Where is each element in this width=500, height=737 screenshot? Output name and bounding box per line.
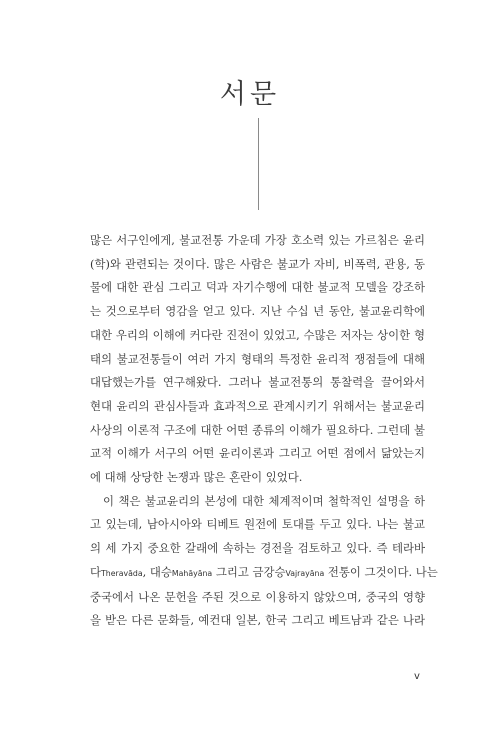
paragraph-2-line-3: 의 세 가지 중요한 갈래에 속하는 경전을 검토하고 있다. 즉 테라바 [90, 541, 425, 556]
vajrayana-term: Vajrayāna [285, 568, 325, 578]
body-text [90, 229, 438, 633]
paragraph-1-line-4: 는 것으로부터 영감을 얻고 있다. 지난 수십 년 동안, 불교윤리학에 [90, 304, 425, 319]
paragraph-2-line-2: 고 있는데, 남아시아와 티베트 원전에 토대를 두고 있다. 나는 불교 [90, 517, 425, 532]
line-4-text-2: , 대승 [142, 564, 172, 579]
line-4-text-4: 전통이 그것이다. 나는 [324, 564, 438, 579]
paragraph-1-line-3: 물에 대한 관심 그리고 덕과 자기수행에 대한 불교적 모델을 강조하 [90, 280, 425, 295]
paragraph-1-line-2: (학)와 관련되는 것이다. 많은 사람은 불교가 자비, 비폭력, 관용, 동 [90, 256, 425, 271]
theravada-term: Theravāda [101, 568, 143, 578]
paragraph-1-line-8: 현대 윤리의 관심사들과 효과적으로 관계시키기 위해서는 불교윤리 [90, 398, 425, 413]
paragraph-1-line-6: 태의 불교전통들이 여러 가지 형태의 특정한 윤리적 쟁점들에 대해 [90, 351, 425, 366]
paragraph-2-line-4 [90, 561, 438, 586]
paragraph-1-line-9: 사상의 이론적 구조에 대한 어떤 종류의 이해가 필요하다. 그런데 불 [90, 422, 425, 437]
paragraph-1-line-5: 대한 우리의 이해에 커다란 진전이 있었고, 수많은 저자는 상이한 형 [90, 327, 425, 342]
paragraph-1-line-11: 에 대해 상당한 논쟁과 많은 혼란이 있었다. [90, 470, 303, 485]
paragraph-2-line-5: 중국에서 나온 문헌을 주된 것으로 이용하지 않았으며, 중국의 영향 [90, 589, 425, 604]
mahayana-term: Mahāyāna [171, 568, 213, 578]
line-4-text-3: 그리고 금강승 [212, 564, 286, 579]
paragraph-1-line-10: 교적 이해가 서구의 어떤 윤리이론과 그리고 어떤 점에서 닮았는지 [90, 446, 425, 461]
title-divider [258, 118, 259, 210]
paragraph-2-line-1: 이 책은 불교윤리의 본성에 대한 체계적이며 철학적인 설명을 하 [103, 493, 425, 508]
page-number: v [414, 671, 420, 682]
page-title: 서문 [219, 79, 281, 110]
line-4-text-1: 다 [90, 564, 102, 579]
paragraph-1-line-7: 대답했는가를 연구해왔다. 그러나 불교전통의 통찰력을 끌어와서 [90, 375, 425, 390]
paragraph-2-line-6: 을 받은 다른 문화들, 예컨대 일본, 한국 그리고 베트남과 같은 나라 [90, 613, 425, 628]
paragraph-1-line-1: 많은 서구인에게, 불교전통 가운데 가장 호소력 있는 가르침은 윤리 [90, 233, 425, 247]
